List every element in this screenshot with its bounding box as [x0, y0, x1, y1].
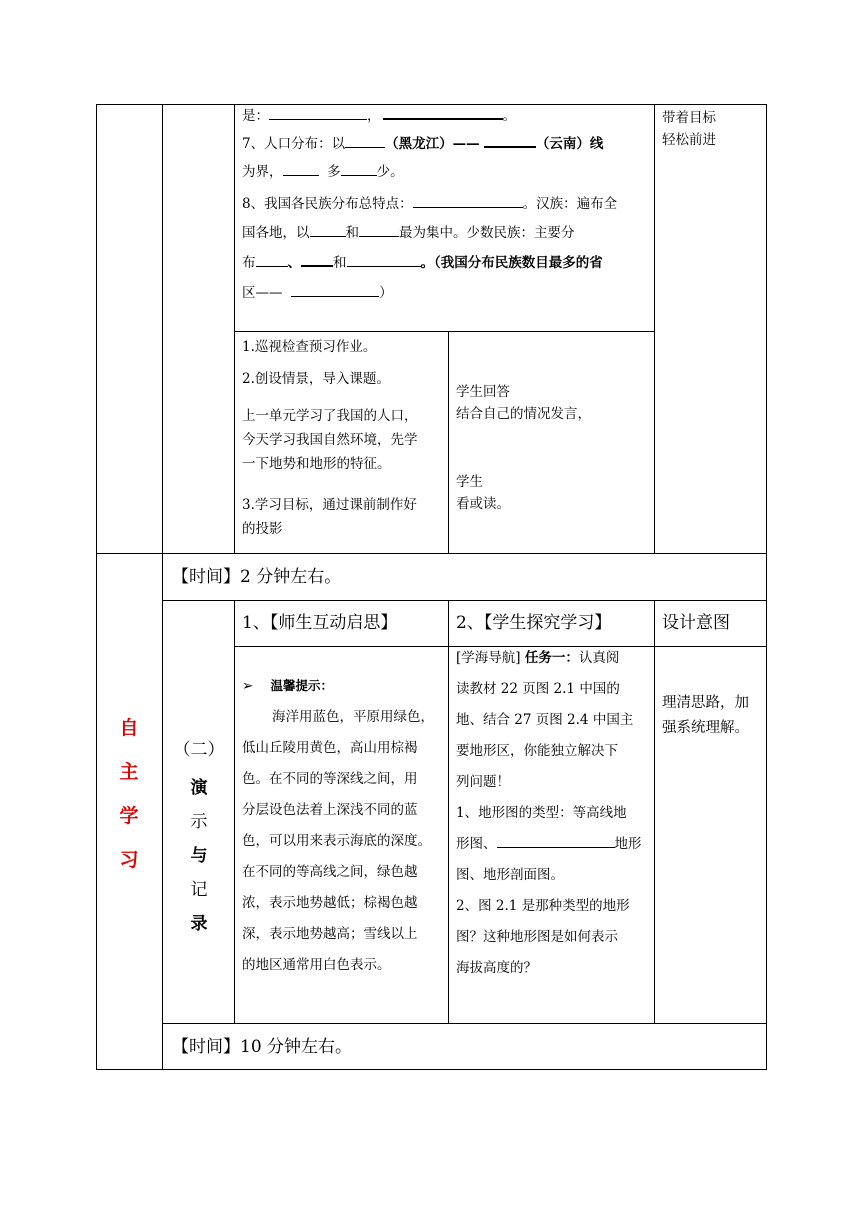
col-divider-1-top [162, 104, 163, 553]
col-divider-2-top [234, 104, 235, 553]
prelearn-item-8: 8、我国各民族分布总特点： 。汉族：遍布全 [242, 190, 617, 218]
blank [359, 221, 399, 237]
tip-line: 色。在不同的等深线之间，用 [242, 771, 418, 787]
task-question-2: 2、图 2.1 是那种类型的地形 [456, 898, 630, 914]
blank [383, 103, 503, 120]
student-read-2: 看或读。 [456, 496, 510, 512]
prelearn-line-1: 是： ， 。 [242, 102, 516, 130]
blank [301, 250, 333, 267]
prelearn-item-8-line2: 国各地，以 和 最为集中。少数民族：主要分 [242, 219, 575, 247]
task-question-1: 形图、 地形 [456, 830, 642, 858]
tip-title: ➢ 温馨提示： [242, 678, 333, 694]
col-divider-1-bottom [162, 553, 163, 1069]
task-line: 要地形区，你能独立解决下 [456, 743, 618, 759]
teacher-step-text-3: 一下地势和地形的特征。 [242, 456, 391, 472]
teacher-step-3-line2: 的投影 [242, 521, 283, 537]
header-intent: 设计意图 [662, 613, 730, 633]
student-read-1: 学生 [456, 474, 483, 490]
col-divider-2-bottom [234, 600, 235, 1023]
blank [256, 251, 288, 267]
prelearn-item-8-line4: 区—— ） [242, 279, 393, 307]
intent-mid-line-2: 强系统理解。 [662, 720, 749, 736]
table-right-border [766, 104, 767, 1070]
task-line: 图、地形剖面图。 [456, 867, 564, 883]
blank [347, 251, 421, 267]
blank [345, 132, 385, 148]
intent-top-line-2: 轻松前进 [662, 132, 716, 148]
blank [283, 160, 319, 176]
col-divider-4-bottom [654, 600, 655, 1023]
student-answer-2: 结合自己的情况发言， [456, 406, 591, 422]
student-answer-1: 学生回答 [456, 384, 510, 400]
blank [269, 104, 367, 120]
col-divider-3-bottom [448, 600, 449, 1023]
time-row-1: 【时间】2 分钟左右。 [172, 567, 342, 587]
intent-top-line-1: 带着目标 [662, 110, 716, 126]
task-line: 列问题！ [456, 774, 510, 790]
tip-line: 低山丘陵用黄色，高山用棕褐 [242, 740, 418, 756]
task-question-2-line: 图？这种地形图是如何表示 [456, 929, 618, 945]
tip-line: 的地区通常用白色表示。 [242, 957, 391, 973]
section-label: 自 主 学 习 [119, 717, 139, 871]
task-line: 1、地形图的类型：等高线地 [456, 805, 627, 821]
blank [310, 221, 346, 237]
task-line: 读教材 22 页图 2.1 中国的 [456, 681, 620, 697]
row-divider-prelearn [234, 331, 654, 332]
intent-mid-line-1: 理清思路，加 [662, 695, 749, 711]
blank [291, 281, 379, 297]
teacher-step-2: 2.创设情景，导入课题。 [242, 371, 390, 387]
time-row-2: 【时间】10 分钟左右。 [172, 1037, 353, 1057]
row-divider-time1-top [96, 553, 767, 554]
task-question-2-line: 海拔高度的？ [456, 960, 537, 976]
sub-section-label: （二） 演 示 与 记 录 [173, 740, 225, 934]
blank [484, 131, 536, 148]
tip-line: 色，可以用来表示海底的深度。 [242, 833, 431, 849]
teacher-step-text-2: 今天学习我国自然环境，先学 [242, 432, 418, 448]
row-divider-time2-top [162, 1023, 767, 1024]
teacher-step-text-1: 上一单元学习了我国的人口， [242, 408, 418, 424]
prelearn-item-7-line2: 为界， 多 少。 [242, 158, 404, 186]
blank [497, 832, 615, 848]
task-line-1: [学海导航] 任务一：认真阅 [456, 650, 620, 666]
tip-line: 海洋用蓝色，平原用绿色， [272, 709, 434, 725]
prelearn-item-8-line3: 布 、 和 。（我国分布民族数目最多的省 [242, 249, 603, 277]
table-bottom-border [96, 1069, 767, 1070]
tip-line: 浓，表示地势越低；棕褐色越 [242, 895, 418, 911]
teacher-step-3: 3.学习目标，通过课前制作好 [242, 497, 417, 513]
bullet-icon: ➢ [242, 678, 254, 694]
prelearn-item-7: 7、人口分布：以 （黑龙江）—— （云南）线 [242, 130, 603, 158]
col-divider-4-top [654, 104, 655, 553]
teacher-step-1: 1.巡视检查预习作业。 [242, 339, 377, 355]
col-divider-3-top [448, 331, 449, 553]
blank [341, 160, 377, 176]
row-divider-time1-bottom [162, 600, 767, 601]
header-teacher: 1、【师生互动启思】 [242, 613, 398, 633]
tip-line: 在不同的等高线之间，绿色越 [242, 864, 418, 880]
tip-line: 深，表示地势越高；雪线以上 [242, 926, 418, 942]
table-left-border [96, 104, 97, 1070]
task-line: 地、结合 27 页图 2.4 中国主 [456, 712, 634, 728]
tip-line: 分层设色法着上深浅不同的蓝 [242, 802, 418, 818]
blank [413, 192, 523, 208]
header-student: 2、【学生探究学习】 [456, 613, 612, 633]
